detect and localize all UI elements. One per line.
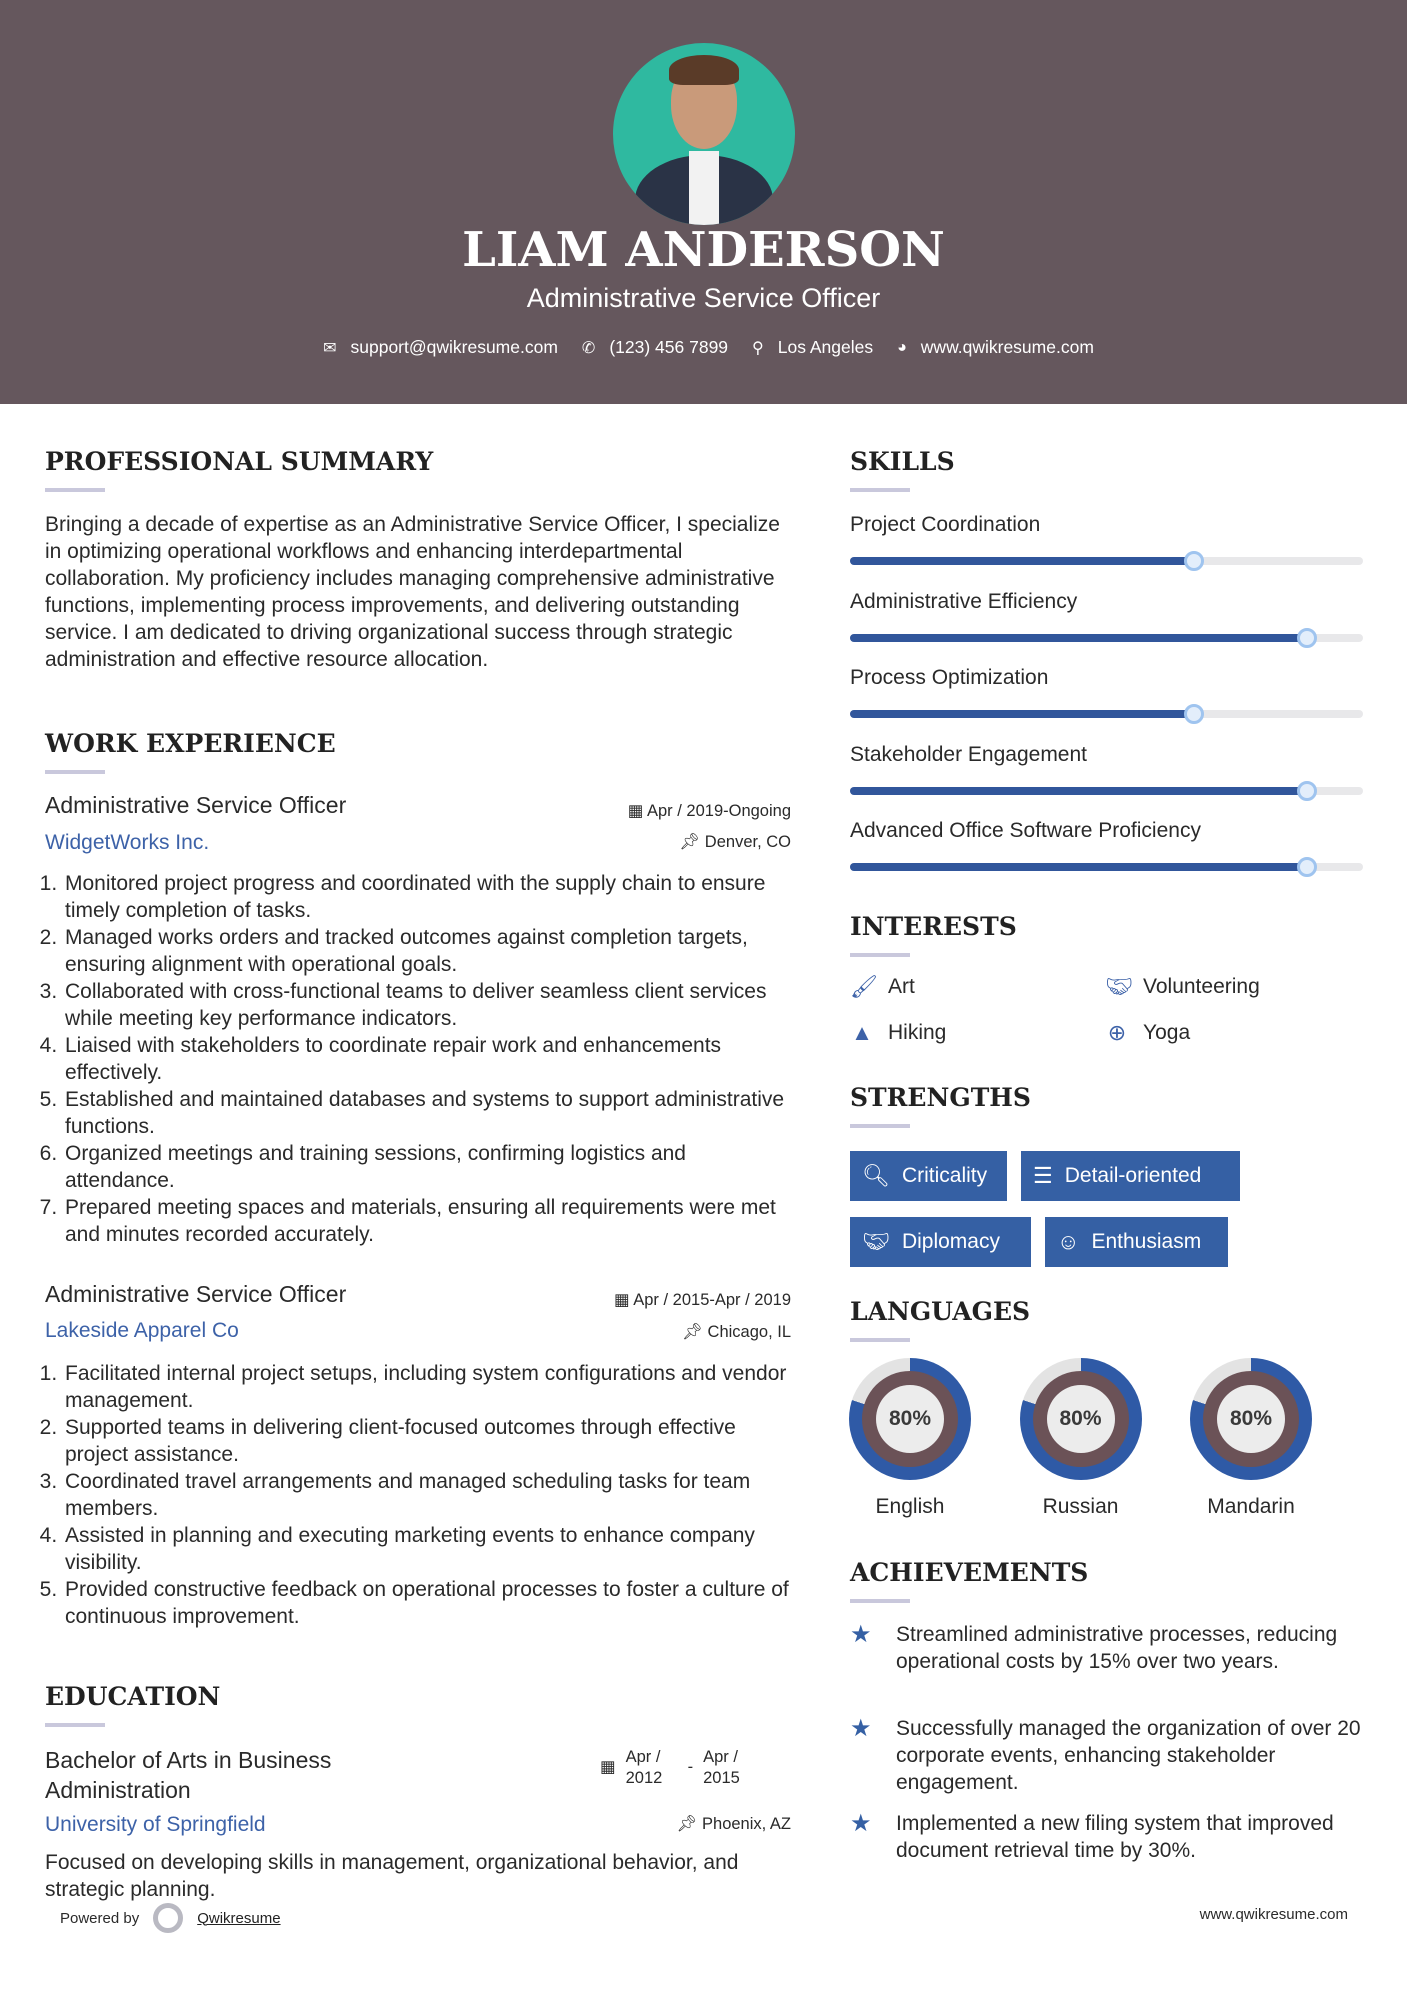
contact-website[interactable]: www.qwikresume.com	[920, 337, 1094, 357]
job-dates	[628, 801, 791, 821]
job-location-text: Chicago, IL	[707, 1323, 791, 1341]
section-heading-summary: PROFESSIONAL SUMMARY	[45, 447, 434, 476]
skill-bar-fill	[850, 787, 1307, 795]
heading-underline	[850, 1599, 910, 1603]
skill-label: Administrative Efficiency	[850, 589, 1078, 613]
interest-yoga	[1105, 1020, 1190, 1046]
smile-icon: ☺	[1057, 1229, 1080, 1254]
list-item: 6. Organized meetings and training sessions, confirming logistics and attendance.	[63, 1140, 795, 1194]
education-end: Apr / 2015	[703, 1748, 740, 1787]
language-percent: 80%	[1047, 1385, 1115, 1453]
achievement-item	[850, 1715, 1370, 1796]
skill-bar	[850, 710, 1363, 718]
summary-text: Bringing a decade of expertise as an Administrative Service Officer, I specialize in optimizing operational workflows and enhancing interdepartmental collaboration. My proficiency includes managing comprehensive administrative functions, implementing process improvements, and delivering outstanding service. I am dedicated to driving organizational success through strategic administration and effective resource allocation.	[45, 513, 780, 671]
job-dates	[614, 1290, 791, 1310]
achievement-text: Implemented a new filing system that improved document retrieval time by 30%.	[896, 1812, 1334, 1862]
qwikresume-logo-icon	[153, 1903, 183, 1933]
education-dates: ▦ Apr / 2012 - Apr / 2015	[600, 1747, 755, 1789]
star-icon: ★	[850, 1715, 872, 1742]
handshake-icon: 🤝︎	[862, 1229, 890, 1254]
pin-icon: 📌︎	[679, 833, 705, 851]
school-name[interactable]: University of Springfield	[45, 1813, 266, 1836]
skill-bar-knob	[1297, 628, 1317, 648]
list-item: 3. Coordinated travel arrangements and managed scheduling tasks for team members.	[63, 1468, 795, 1522]
contact-bar	[0, 337, 1407, 358]
interest-volunteering	[1105, 974, 1260, 1000]
skill-label: Advanced Office Software Proficiency	[850, 819, 1201, 842]
skill-bar-fill	[850, 710, 1194, 718]
paintbrush-icon: 🖌︎	[850, 974, 878, 999]
strength-label: Enthusiasm	[1091, 1230, 1202, 1253]
section-heading-skills: SKILLS	[850, 447, 955, 476]
globe-icon: ◕	[897, 338, 907, 356]
language-percent: 80%	[1217, 1385, 1285, 1453]
education-location	[676, 1815, 791, 1834]
language-percent: 80%	[876, 1385, 944, 1453]
achievement-item	[850, 1621, 1370, 1675]
envelope-icon: ✉	[323, 339, 337, 357]
skill-bar-knob	[1297, 781, 1317, 801]
skill-bar	[850, 634, 1363, 642]
interest-label: Art	[888, 975, 915, 998]
skill-bar	[850, 557, 1363, 565]
section-heading-interests: INTERESTS	[850, 912, 1017, 941]
contact-phone[interactable]: (123) 456 7899	[609, 337, 729, 357]
heading-underline	[45, 770, 105, 774]
contact-email[interactable]: support@qwikresume.com	[350, 337, 558, 357]
contact-location: Los Angeles	[777, 337, 874, 357]
calendar-icon: ▦	[600, 1758, 616, 1776]
list-item: 2. Supported teams in delivering client-focused outcomes through effective project assistance.	[63, 1414, 795, 1468]
skill-bar	[850, 787, 1363, 795]
heading-underline	[45, 488, 105, 492]
job-dates-text: Apr / 2015-Apr / 2019	[633, 1291, 791, 1309]
star-icon: ★	[850, 1621, 872, 1648]
strength-label: Criticality	[901, 1164, 988, 1187]
tree-icon: ▲	[851, 1020, 873, 1045]
candidate-title: Administrative Service Officer	[526, 283, 881, 313]
list-item: 1. Monitored project progress and coordinated with the supply chain to ensure timely completion of tasks.	[63, 870, 795, 924]
achievement-text: Successfully managed the organization of over 20 corporate events, enhancing stakeholder engagement.	[896, 1717, 1361, 1794]
skill-label: Process Optimization	[850, 666, 1049, 689]
section-heading-strengths: STRENGTHS	[850, 1083, 1031, 1112]
list-icon: ☰	[1033, 1163, 1053, 1188]
job-bullets	[45, 870, 795, 1248]
section-heading-achievements: ACHIEVEMENTS	[850, 1558, 1089, 1587]
strength-label: Diplomacy	[901, 1230, 1000, 1253]
skill-bar-fill	[850, 557, 1194, 565]
skill-bar-fill	[850, 863, 1307, 871]
skill-bar-knob	[1184, 704, 1204, 724]
education-start: Apr / 2012	[625, 1748, 663, 1787]
achievement-text: Streamlined administrative processes, reducing operational costs by 15% over two years.	[896, 1623, 1338, 1673]
skill-bar-fill	[850, 634, 1307, 642]
strength-enthusiasm	[1045, 1217, 1228, 1267]
powered-by	[60, 1903, 281, 1933]
list-item: 1. Facilitated internal project setups, including system configurations and vendor management.	[63, 1360, 795, 1414]
strength-detail-oriented	[1021, 1151, 1240, 1201]
list-item: 7. Prepared meeting spaces and materials, ensuring all requirements were met and minutes recorded accurately.	[63, 1194, 795, 1248]
skill-label: Stakeholder Engagement	[850, 742, 1087, 766]
skill-label: Project Coordination	[850, 513, 1041, 536]
language-donut	[849, 1358, 971, 1480]
heading-underline	[850, 488, 910, 492]
footer-website[interactable]: www.qwikresume.com	[1199, 1906, 1348, 1923]
company-name[interactable]: WidgetWorks Inc.	[45, 831, 210, 854]
education-location-text: Phoenix, AZ	[702, 1815, 791, 1833]
profile-photo	[613, 43, 795, 225]
degree-title: Bachelor of Arts in Business Administration	[45, 1747, 332, 1803]
pin-icon: 📌︎	[681, 1323, 708, 1341]
strength-diplomacy	[850, 1217, 1031, 1267]
heading-underline	[850, 953, 910, 957]
candidate-name: LIAM ANDERSON	[462, 222, 945, 278]
interest-art	[850, 974, 915, 1000]
skill-bar-knob	[1297, 857, 1317, 877]
list-item: 4. Assisted in planning and executing marketing events to enhance company visibility.	[63, 1522, 795, 1576]
calendar-icon: ▦	[627, 802, 647, 820]
job-dates-text: Apr / 2019-Ongoing	[646, 802, 791, 820]
interest-label: Hiking	[888, 1021, 947, 1044]
language-label: Russian	[1042, 1495, 1119, 1518]
heading-underline	[850, 1124, 910, 1128]
pin-icon: 📌︎	[676, 1815, 703, 1833]
life-ring-icon: ⊕	[1107, 1020, 1127, 1045]
map-pin-icon: ⚲	[752, 339, 764, 357]
heading-underline	[850, 1338, 910, 1342]
search-icon: 🔍︎	[862, 1163, 890, 1188]
education-description: Focused on developing skills in management, organizational behavior, and strategic planning.	[45, 1851, 739, 1901]
interest-label: Yoga	[1143, 1021, 1191, 1044]
calendar-icon: ▦	[613, 1291, 634, 1309]
section-heading-languages: LANGUAGES	[850, 1297, 1031, 1326]
interest-label: Volunteering	[1143, 975, 1260, 998]
achievement-item	[850, 1810, 1370, 1864]
skill-bar	[850, 863, 1363, 871]
list-item: 3. Collaborated with cross-functional teams to deliver seamless client services while meeting key performance indicators.	[63, 978, 795, 1032]
job-location-text: Denver, CO	[704, 833, 791, 851]
powered-by-label: Powered by	[60, 1909, 140, 1927]
job-title: Administrative Service Officer	[45, 792, 347, 818]
language-donut	[1020, 1358, 1142, 1480]
qwikresume-link[interactable]: Qwikresume	[197, 1909, 281, 1927]
language-donut	[1190, 1358, 1312, 1480]
resume-header	[0, 0, 1407, 404]
job-title: Administrative Service Officer	[45, 1281, 347, 1307]
star-icon: ★	[850, 1810, 872, 1837]
job-location	[679, 833, 791, 852]
job-bullets	[45, 1360, 795, 1630]
phone-icon: ✆	[581, 339, 596, 357]
interest-hiking	[850, 1020, 946, 1046]
company-name[interactable]: Lakeside Apparel Co	[45, 1319, 239, 1342]
language-label: English	[875, 1495, 945, 1518]
list-item: 5. Provided constructive feedback on operational processes to foster a culture of continuous improvement.	[63, 1576, 795, 1630]
list-item: 4. Liaised with stakeholders to coordinate repair work and enhancements effectively.	[63, 1032, 795, 1086]
job-location	[682, 1323, 791, 1342]
list-item: 5. Established and maintained databases and systems to support administrative functions.	[63, 1086, 795, 1140]
section-heading-education: EDUCATION	[45, 1682, 221, 1711]
strength-criticality	[850, 1151, 1007, 1201]
handshake-icon: 🤝︎	[1105, 974, 1133, 999]
heading-underline	[45, 1723, 105, 1727]
strength-label: Detail-oriented	[1064, 1164, 1202, 1187]
skill-bar-knob	[1184, 551, 1204, 571]
list-item: 2. Managed works orders and tracked outcomes against completion targets, ensuring alignment with operational goals.	[63, 924, 795, 978]
section-heading-work: WORK EXPERIENCE	[45, 729, 336, 758]
language-label: Mandarin	[1207, 1495, 1295, 1518]
